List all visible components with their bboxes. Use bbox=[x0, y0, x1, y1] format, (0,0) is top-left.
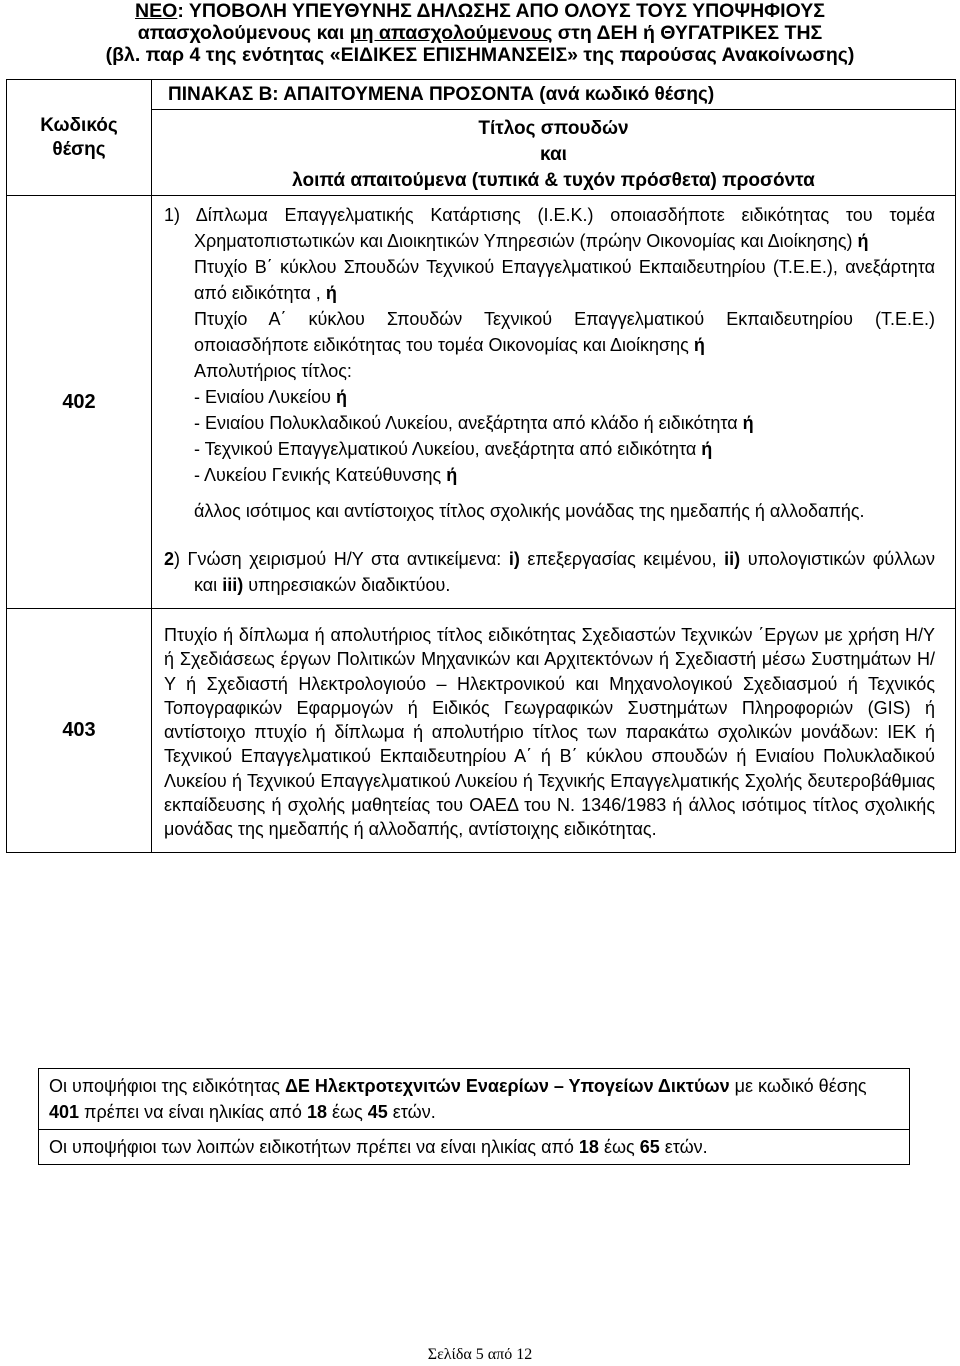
note-text: έως bbox=[598, 1137, 640, 1157]
req-number: 2 bbox=[164, 549, 175, 569]
note-bold: 65 bbox=[639, 1137, 660, 1157]
code-header-line-1: Κωδικός bbox=[40, 114, 118, 136]
note-text: ετών. bbox=[387, 1102, 436, 1122]
or-word: ή bbox=[693, 335, 705, 355]
age-note-1 bbox=[39, 1069, 910, 1130]
note-bold: 18 bbox=[578, 1137, 599, 1157]
req-paragraph-10 bbox=[164, 546, 935, 598]
table-title: ΠΙΝΑΚΑΣ Β: ΑΠΑΙΤΟΥΜΕΝΑ ΠΡΟΣΟΝΤΑ (ανά κωδικό θέσης) bbox=[152, 80, 956, 110]
header-line-1 bbox=[0, 0, 960, 22]
row-requirements bbox=[152, 196, 956, 609]
req-paragraph-8 bbox=[164, 462, 935, 488]
header-line-2-underlined: μη απασχολούμενους bbox=[349, 22, 553, 44]
title-header-line-3: λοιπά απαιτούμενα (τυπικά & τυχόν πρόσθετα) προσόντα bbox=[292, 170, 815, 191]
header-line-2 bbox=[0, 22, 960, 44]
age-notes-box bbox=[38, 1068, 910, 1165]
note-text: ετών. bbox=[659, 1137, 708, 1157]
note-text: πρέπει να είναι ηλικίας από bbox=[79, 1102, 307, 1122]
requirements-table bbox=[6, 79, 956, 853]
req-text: - Τεχνικού Επαγγελματικού Λυκείου, ανεξάρτητα από ειδικότητα bbox=[194, 439, 702, 459]
req-paragraph-3 bbox=[164, 306, 935, 358]
title-header-line-1: Τίτλος σπουδών bbox=[478, 118, 629, 139]
req-text: ) Γνώση χειρισμού Η/Υ στα αντικείμενα: bbox=[174, 549, 509, 569]
req-text: Πτυχίο Α΄ κύκλου Σπουδών Τεχνικού Επαγγελματικού Εκπαιδευτηρίου (Τ.Ε.Ε.) οποιασδήποτε ειδικότητας του τομέα Οικονομίας και Διοίκησης bbox=[194, 309, 935, 355]
table-row-402 bbox=[7, 196, 956, 609]
header-line-2-a: απασχολούμενους και bbox=[137, 22, 350, 44]
code-header-line-2: θέσης bbox=[52, 138, 106, 160]
or-word: ή bbox=[742, 413, 754, 433]
req-text: 1) Δίπλωμα Επαγγελματικής Κατάρτισης (Ι.Ε.Κ.) οποιασδήποτε ειδικότητας του τομέα Χρηματοπιστωτικών και Διοικητικών Υπηρεσιών (πρώην Οικονομίας και Διοίκησης) bbox=[164, 205, 935, 251]
note-text: Οι υποψήφιοι των λοιπών ειδικοτήτων πρέπει να είναι ηλικίας από bbox=[49, 1137, 579, 1157]
req-paragraph-7 bbox=[164, 436, 935, 462]
req-paragraph-5 bbox=[164, 384, 935, 410]
note-bold: 45 bbox=[367, 1102, 388, 1122]
req-roman: ii) bbox=[724, 549, 741, 569]
req-text: - Λυκείου Γενικής Κατεύθυνσης bbox=[194, 465, 447, 485]
note-bold: ΔΕ Ηλεκτροτεχνιτών Εναερίων – Υπογείων Δικτύων bbox=[284, 1076, 730, 1096]
row-code: 402 bbox=[7, 196, 152, 609]
or-word: ή bbox=[446, 465, 458, 485]
req-paragraph-1 bbox=[164, 202, 935, 254]
or-word: ή bbox=[701, 439, 713, 459]
note-text: Οι υποψήφιοι της ειδικότητας bbox=[49, 1076, 285, 1096]
req-text: - Ενιαίου Λυκείου bbox=[194, 387, 337, 407]
req-text: - Ενιαίου Πολυκλαδικού Λυκείου, ανεξάρτητα από κλάδο ή ειδικότητα bbox=[194, 413, 743, 433]
page-header bbox=[0, 0, 960, 66]
or-word: ή bbox=[857, 231, 869, 251]
table-row-403 bbox=[7, 609, 956, 853]
note-text: έως bbox=[326, 1102, 368, 1122]
title-column-header bbox=[152, 110, 956, 196]
req-paragraph-2 bbox=[164, 254, 935, 306]
row-code: 403 bbox=[7, 609, 152, 853]
or-word: ή bbox=[325, 283, 337, 303]
age-note-2 bbox=[39, 1130, 910, 1165]
or-word: ή bbox=[336, 387, 348, 407]
header-line-2-b: στη ΔΕΗ ή ΘΥΓΑΤΡΙΚΕΣ ΤΗΣ bbox=[552, 22, 823, 44]
row-requirements: Πτυχίο ή δίπλωμα ή απολυτήριος τίτλος ειδικότητας Σχεδιαστών Τεχνικών ΄Εργων με χρήση Η/Υ ή Σχεδιάσεως έργων Πολιτικών Μηχανικών και Αρχιτεκτόνων ή Σχεδιαστή μέσω Συστημάτων Η/Υ ή Σχεδιαστή Ηλεκτρολογιούο – Ηλεκτρονικού και Μηχανολογικού Σχεδιασμού ή Τεχνικός Τοπογραφικών Εφαρμογών ή Ειδικός Γεωγραφικών Συστημάτων Πληροφοριών (GIS) ή αντίστοιχο πτυχίο ή δίπλωμα ή απολυτήριο τίτλος των παρακάτω σχολικών μονάδων: ΙΕΚ ή Τεχνικού Επαγγελματικού Εκπαιδευτηρίου Α΄ ή Β΄ κύκλου σπουδών ή Ενιαίου Πολυκλαδικού Λυκείου ή Τεχνικού Επαγγελματικού Λυκείου ή Τεχνικής Επαγγελματικής Σχολής δευτεροβάθμιας εκπαίδευσης ή σχολής μαθητείας του ΟΑΕΔ του Ν. 1346/1983 ή άλλος ισότιμος τίτλος σχολικής μονάδας της ημεδαπής ή αλλοδαπής, αντίστοιχης ειδικότητας. bbox=[152, 609, 956, 853]
req-text: υπηρεσιακών διαδικτύου. bbox=[243, 575, 451, 595]
req-text: Πτυχίο Β΄ κύκλου Σπουδών Τεχνικού Επαγγελματικού Εκπαιδευτηρίου (Τ.Ε.Ε.), ανεξάρτητα από ειδικότητα , bbox=[194, 257, 935, 303]
req-roman: iii) bbox=[222, 575, 244, 595]
note-text: με κωδικό θέσης bbox=[729, 1076, 867, 1096]
req-paragraph-9: άλλος ισότιμος και αντίστοιχος τίτλος σχολικής μονάδας της ημεδαπής ή αλλοδαπής. bbox=[194, 501, 865, 521]
note-bold: 18 bbox=[306, 1102, 327, 1122]
new-label: ΝΕΟ bbox=[135, 0, 178, 22]
page-number: Σελίδα 5 από 12 bbox=[427, 1346, 533, 1363]
code-column-header bbox=[7, 80, 152, 196]
req-text: υπολογιστικών φύλλων και bbox=[194, 549, 935, 595]
req-paragraph-4: Απολυτήριος τίτλος: bbox=[194, 361, 352, 381]
header-line-1-text: : ΥΠΟΒΟΛΗ ΥΠΕΥΘΥΝΗΣ ΔΗΛΩΣΗΣ ΑΠΟ ΟΛΟΥΣ ΤΟΥΣ ΥΠΟΨΗΦΙΟΥΣ bbox=[177, 0, 825, 22]
req-text: επεξεργασίας κειμένου, bbox=[519, 549, 725, 569]
req-roman: i) bbox=[508, 549, 520, 569]
req-paragraph-6 bbox=[164, 410, 935, 436]
title-header-line-2: και bbox=[540, 144, 567, 165]
note-bold: 401 bbox=[49, 1102, 80, 1122]
header-line-3: (βλ. παρ 4 της ενότητας «ΕΙΔΙΚΕΣ ΕΠΙΣΗΜΑΝΣΕΙΣ» της παρούσας Ανακοίνωσης) bbox=[105, 44, 855, 66]
